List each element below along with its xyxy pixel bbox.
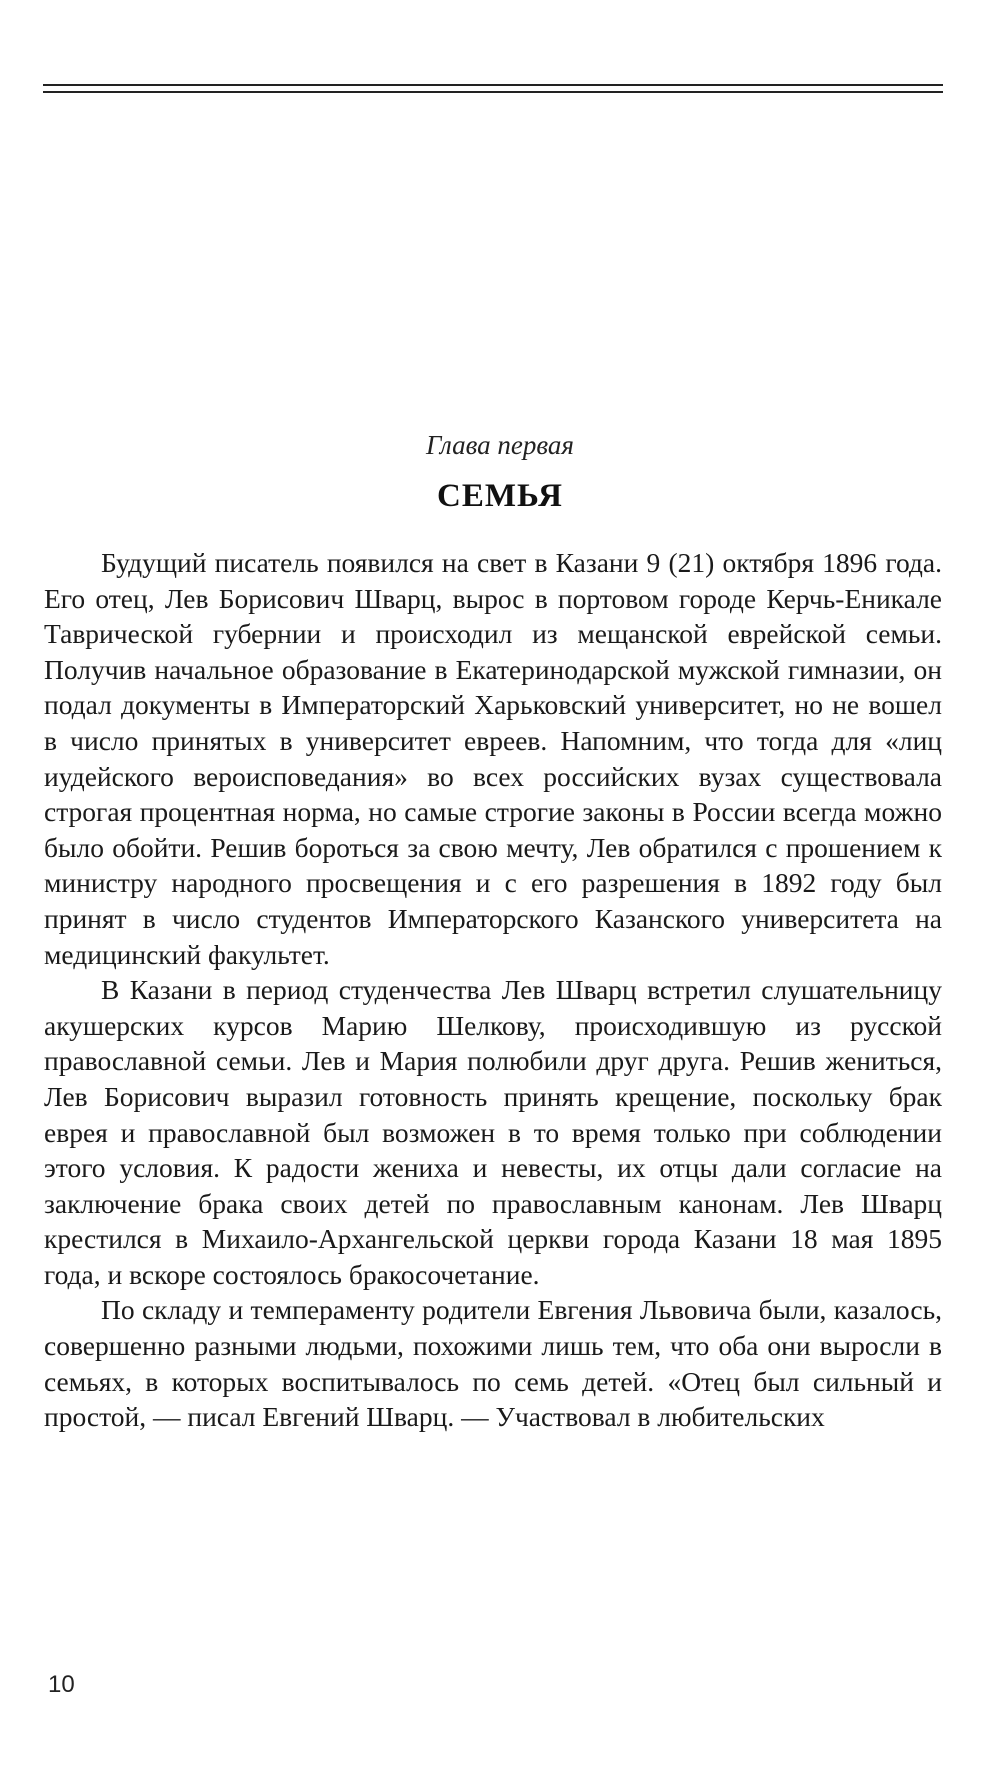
paragraph-1: Будущий писатель появился на свет в Казани 9 (21) октября 1896 года. Его отец, Лев Борисович Шварц, вырос в портовом городе Керчь-Еникале Таврической губернии и происходил из мещанской еврейской семьи. Получив начальное образование в Екатеринодарской мужской гимназии, он подал документы в Императорский Харьковский университет, но не вошел в число принятых в университет евреев. Напомним, что тогда для «лиц иудейского вероисповедания» во всех российских вузах существовала строгая процентная норма, но самые строгие законы в России всегда можно было обойти. Решив бороться за свою мечту, Лев обратился с прошением к министру народного просвещения и с его разрешения в 1892 году был принят в число студентов Императорского Казанского университета на медицинский факультет. [44, 547, 942, 970]
body-text [44, 545, 942, 1435]
paragraph-2: В Казани в период студенчества Лев Шварц встретил слушательницу акушерских курсов Марию Шелкову, происходившую из русской православной семьи. Лев и Мария полюбили друг друга. Решив жениться, Лев Борисович выразил готовность принять крещение, поскольку брак еврея и православной был возможен в то время только при соблюдении этого условия. К радости жениха и невесты, их отцы дали согласие на заключение брака своих детей по православным канонам. Лев Шварц крестился в Михаило-Архангельской церкви города Казани 18 мая 1895 года, и вскоре состоялось бракосочетание. [44, 974, 942, 1290]
header-rule [43, 84, 943, 93]
paragraph-3: По складу и темпераменту родители Евгения Львовича были, казалось, совершенно разными людьми, похожими лишь тем, что оба они выросли в семьях, в которых воспитывалось по семь детей. «Отец был сильный и простой, — писал Евгений Шварц. — Участвовал в любительских [44, 1294, 942, 1433]
page-number: 10 [48, 1671, 75, 1698]
chapter-label: Глава первая [426, 430, 574, 460]
chapter-title: СЕМЬЯ [437, 478, 563, 514]
